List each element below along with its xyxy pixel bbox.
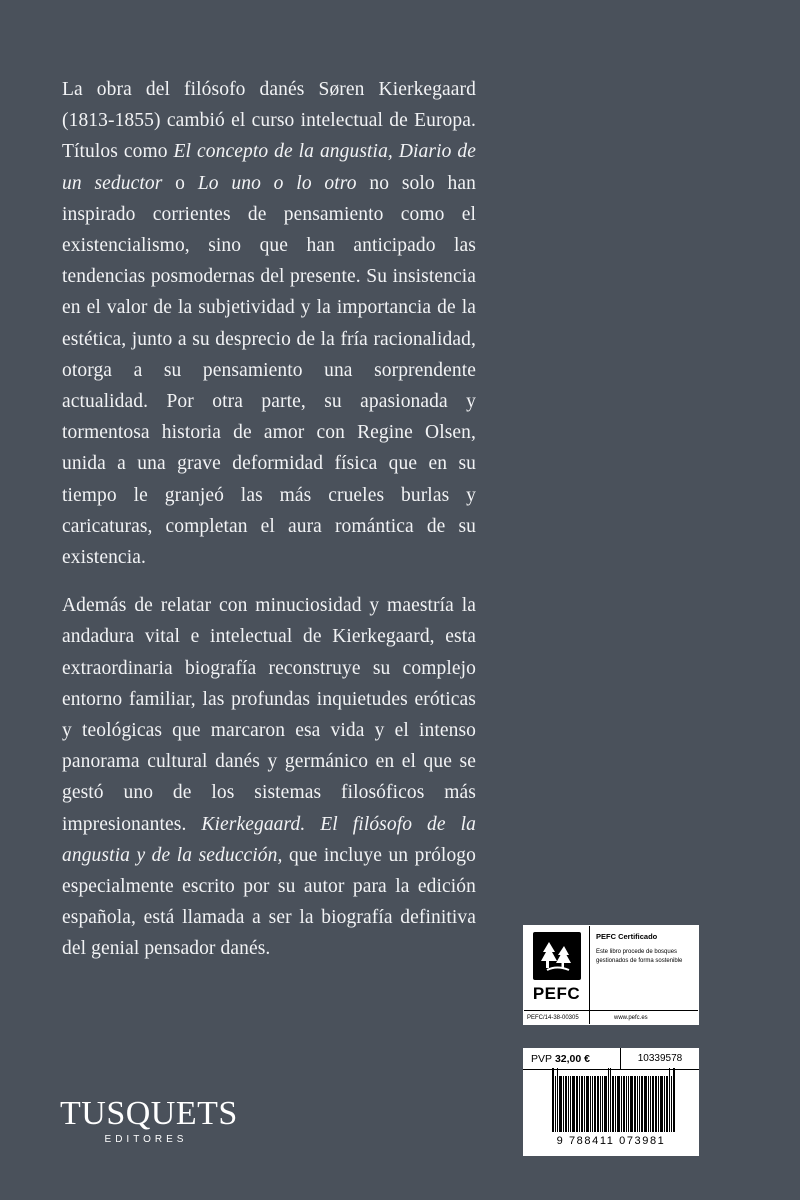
blurb-text-block [62,74,476,965]
barcode-bars [552,1076,676,1132]
blurb-p2-part1: Además de relatar con minuciosidad y maestría la andadura vital e intelectual de Kierkegaard, esta extraordinaria biografía reconstruye su complejo entorno familiar, las profundas inquietudes eróticas y teológicas que marcaron esa vida y el intenso panorama cultural danés y germánico en el que se gestó uno de los sistemas filosóficos más impresionantes. [62,595,476,835]
pefc-certification-box [523,925,699,1025]
book-title-el-concepto-de-la-angustia: El concepto de la angustia, [173,141,393,163]
book-title-kierkegaard: Kierkegaard. El filósofo de la angustia y de la seducción, [62,813,476,866]
pefc-title: PEFC Certificado [596,932,658,941]
barcode-block [523,1048,699,1156]
price-label: PVP [531,1052,553,1065]
publisher-logo [60,1095,238,1145]
pefc-wordmark: PEFC [532,984,581,1003]
publisher-name: TUSQUETS [60,1095,238,1132]
blurb-p1-part4: no solo han inspirado corrientes de pensamiento como el existencialismo, sino que han anticipado las tendencias posmodernas del presente. Su insistencia en el valor de la subjetividad y la importancia de la estética, junto a su desprecio de la fría racionalidad, otorga a su pensamiento una sorprendente actualidad. Por otra parte, su apasionada y tormentosa historia de amor con Regine Olsen, unida a una grave deformidad física que en su tiempo le granjeó las más crueles burlas y caricaturas, completan el aura romántica de su existencia. [62,172,476,569]
price-cell [523,1048,621,1069]
barcode-graphic-area [523,1070,699,1156]
book-title-lo-uno-o-lo-otro: Lo uno o lo otro [197,172,357,194]
blurb-paragraph-1 [62,74,476,573]
pefc-description: Este libro procede de bosques gestionados de forma sostenible [596,949,683,964]
book-title-diario-de-un-seductor: Diario de un seductor [62,141,476,194]
blurb-p1-part3: o [162,172,198,194]
price-value: 32,00 € [554,1052,590,1065]
pefc-tree-icon [533,932,581,980]
blurb-p1-part1: La obra del filósofo danés Søren Kierkegaard (1813-1855) cambió el curso intelectual de Europa. Títulos como [62,79,476,163]
publisher-subtitle: EDITORES [104,1134,188,1145]
blurb-paragraph-2 [62,590,476,964]
pefc-url[interactable]: www.pefc.es [614,1014,648,1021]
blurb-p2-part2: que incluye un prólogo especialmente escrito por su autor para la edición española, está llamada a ser la biografía definitiva del genial pensador danés. [62,844,476,960]
pefc-code: PEFC/14-38-00305 [524,1011,590,1024]
price-row [523,1048,699,1070]
item-number: 10339578 [637,1053,683,1064]
pefc-footer [524,1010,698,1024]
isbn-digits: 9 788411 073981 [556,1135,666,1147]
